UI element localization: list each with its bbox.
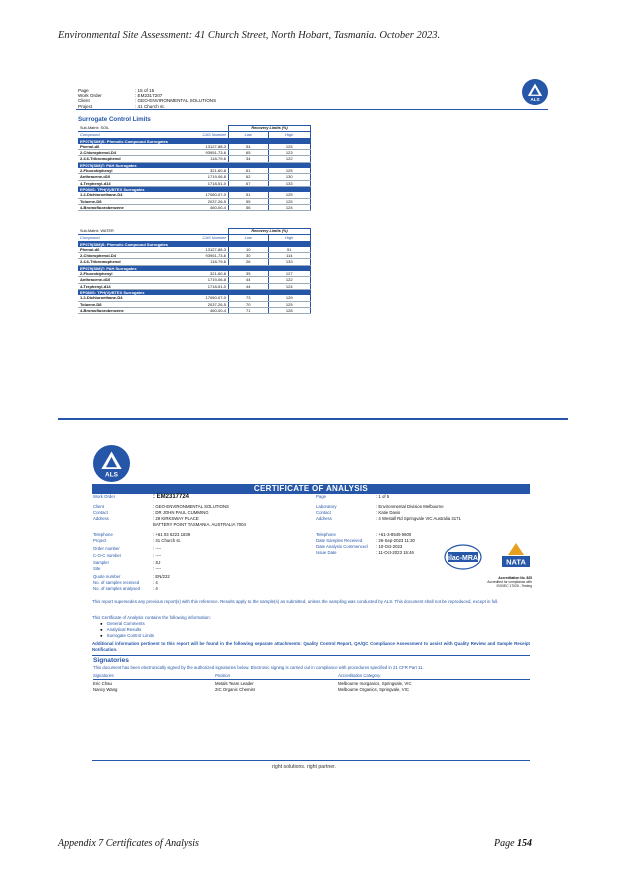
signatories-header: Signatories Position Accreditation Category	[93, 673, 530, 680]
info-row	[93, 510, 209, 516]
info-value: : ----	[153, 546, 162, 551]
high-cell: 124	[268, 204, 310, 210]
info-value: : 26-Sep-2023 11:30	[376, 538, 415, 543]
report1-meta	[78, 88, 216, 109]
low-cell: 54	[229, 144, 269, 150]
cas-cell: 13127-88-3	[173, 247, 229, 253]
info-value: : EM2317724	[153, 494, 190, 500]
low-cell: 67	[229, 180, 269, 186]
contents-intro: This Certificate of Analysis contains the following information:	[92, 615, 211, 620]
high-cell: 133	[268, 259, 310, 265]
info-value: : ----	[153, 566, 162, 571]
high-cell: 125	[268, 192, 310, 198]
submatrix-label: Sub-Matrix: WATER	[80, 228, 114, 233]
table-row	[78, 204, 311, 210]
info-label: Date Samples Received	[316, 538, 363, 543]
meta-value: : 15 of 15	[135, 88, 155, 93]
bullet-icon: ●	[100, 626, 103, 632]
high-cell: 127	[268, 271, 310, 277]
contents-list	[100, 621, 300, 638]
svg-text:ALS: ALS	[105, 471, 118, 479]
high-cell: 128	[268, 307, 310, 313]
tagline: right solutions. right partner.	[272, 764, 337, 770]
info-label: Address	[93, 516, 109, 521]
accreditation-line: ISO/IEC 17025 - Testing	[496, 584, 532, 589]
info-label: Telephone	[93, 532, 113, 537]
info-value: : 29 KIRKSWAY PLACE	[153, 516, 199, 521]
info-row	[316, 516, 461, 522]
submatrix-label: Sub-Matrix: SOIL	[80, 125, 110, 130]
cas-cell: 460-00-4	[173, 204, 229, 210]
info-label: Order number	[93, 546, 120, 551]
low-cell: 44	[229, 277, 269, 283]
high-cell: 51	[268, 247, 310, 253]
info-label: Laboratory	[316, 504, 337, 509]
high-cell: 125	[268, 168, 310, 174]
col-compound: Compound	[78, 132, 173, 138]
low-cell: 51	[229, 192, 269, 198]
high-cell: 124	[268, 283, 310, 289]
group-name: EP080S: TPH(V)/BTEX Surrogates	[78, 289, 311, 295]
compound-cell: 1.2-Dichloroethane-D4	[78, 192, 173, 198]
compound-cell: 2-Chlorophenol-D4	[78, 150, 173, 156]
low-cell: 62	[229, 174, 269, 180]
high-cell: 123	[268, 150, 310, 156]
disclaimer-text: This report supersedes any previous report(s) with this reference. Results apply to the sample(s) as submitted, unless the sampling was conducted by ALS. This document shall not be reproduced, except in full.	[92, 599, 499, 604]
low-cell: 44	[229, 283, 269, 289]
col-high: High	[268, 235, 310, 241]
bullet-item	[100, 633, 300, 639]
compound-cell: 2.4.6-Tribromophenol	[78, 156, 173, 162]
compound-cell: Anthracene-d10	[78, 174, 173, 180]
info-row	[93, 532, 190, 538]
col-high: High	[268, 132, 310, 138]
group-name: EP080S: TPH(V)/BTEX Surrogates	[78, 186, 311, 192]
als-logo	[522, 79, 548, 105]
water-table	[78, 228, 311, 314]
info-row	[316, 550, 414, 556]
info-label: Contact	[316, 510, 331, 515]
page-header: Environmental Site Assessment: 41 Church Street, North Hobart, Tasmania. October 2023.	[58, 30, 441, 41]
coa-lab-info	[316, 494, 530, 564]
recovery-header: Recovery Limits (%)	[229, 229, 311, 235]
bullet-label: General Comments	[106, 621, 145, 626]
low-cell: 65	[229, 150, 269, 156]
attachments-text: Additional information pertinent to this report will be found in the following separate attachments: Quality Control Report, QA/QC Compliance Assessment to assist with Quality Review and Sample Receipt Notification.	[92, 641, 530, 652]
sig-rule	[92, 655, 530, 656]
info-row	[93, 560, 160, 566]
bullet-label: Analytical Results	[106, 626, 142, 632]
col-compound: Compound	[78, 235, 173, 241]
info-row	[93, 566, 161, 572]
low-cell: 10	[229, 247, 269, 253]
meta-label: Project	[78, 103, 93, 109]
low-cell: 55	[229, 198, 269, 204]
info-label: Telephone	[316, 532, 336, 537]
high-cell: 129	[268, 295, 310, 301]
info-value: : 1 of 5	[376, 494, 390, 499]
info-value: BATTERY POINT TASMANIA, AUSTRALIA 7004	[153, 522, 246, 527]
info-row	[93, 580, 158, 586]
info-row	[93, 546, 161, 552]
nata-logo	[500, 541, 532, 569]
cas-cell: 1718-51-0	[173, 180, 229, 186]
low-cell: 71	[229, 307, 269, 313]
compound-cell: Phenol-d6	[78, 247, 173, 253]
meta-label: Client	[78, 98, 90, 104]
cas-cell: 93951-73-6	[173, 150, 229, 156]
low-cell: 70	[229, 301, 269, 307]
accreditation-line: Accreditation No. 825	[498, 576, 532, 580]
info-value: : ----	[153, 553, 162, 558]
bullet-label: Surrogate Control Limits	[106, 632, 154, 638]
info-value: : DR JOHN PAUL CUMMING	[153, 510, 209, 515]
col-cas: CAS Number	[173, 132, 229, 138]
footer-left: Appendix 7 Certificates of Analysis	[58, 838, 199, 849]
info-label: Work Order	[93, 494, 116, 499]
footer-page: Page 154	[494, 838, 533, 849]
high-cell: 125	[268, 301, 310, 307]
info-label: Project	[93, 538, 107, 543]
info-label: No. of samples analysed	[93, 586, 141, 591]
compound-cell: 2-Fluorobiphenyl	[78, 168, 173, 174]
low-cell: 26	[229, 259, 269, 265]
info-value: : 10-Oct-2023	[376, 544, 403, 549]
cas-cell: 17060-07-0	[173, 295, 229, 301]
info-value: : 4 Westall Rd Springvale VIC Australia 3171	[376, 516, 461, 521]
cas-cell: 118-79-6	[173, 259, 229, 265]
compound-cell: 4-Bromofluorobenzene	[78, 307, 173, 313]
info-row	[93, 504, 229, 510]
svg-text:ALS: ALS	[530, 97, 540, 103]
surrogate-title: Surrogate Control Limits	[78, 116, 151, 123]
svg-text:NATA: NATA	[506, 557, 526, 567]
info-row	[93, 553, 161, 559]
compound-cell: 2-Chlorophenol-D4	[78, 253, 173, 259]
accreditation-text	[468, 576, 532, 589]
info-row	[316, 494, 389, 500]
cas-cell: 1719-06-8	[173, 277, 229, 283]
recovery-header: Recovery Limits (%)	[229, 126, 311, 132]
meta-value: : 41 Church st.	[135, 103, 165, 109]
compound-cell: 4-Terphenyl-d14	[78, 283, 173, 289]
info-row	[316, 544, 402, 550]
low-cell: 30	[229, 253, 269, 259]
info-label: No. of samples received	[93, 580, 140, 585]
low-cell: 56	[229, 204, 269, 210]
info-label: Address	[316, 516, 332, 521]
info-row	[93, 494, 189, 501]
info-value: : EN/222	[153, 574, 170, 579]
bullet-icon: ●	[100, 621, 103, 626]
signatories-title: Signatories	[93, 657, 129, 664]
coa-bottom-rule	[92, 760, 530, 761]
info-label: Contact	[93, 510, 108, 515]
coa-client-info	[93, 494, 293, 599]
report1-rule	[76, 109, 548, 110]
high-cell: 122	[268, 156, 310, 162]
low-cell: 35	[229, 271, 269, 277]
group-name: EP075(SIM)S: Phenolic Compound Surrogates	[78, 241, 311, 247]
low-cell: 73	[229, 295, 269, 301]
compound-cell: Toluene-D8	[78, 301, 173, 307]
info-value: : Environmental Division Melbourne	[376, 504, 444, 509]
info-value: : 41 Church st.	[153, 538, 181, 543]
signatories-desc: This document has been electronically signed by the authorized signatories below. Electronic signing is carried out in compliance with procedures specified in 21 CFR Part 11.	[93, 665, 424, 670]
compound-cell: 2.4.6-Tribromophenol	[78, 259, 173, 265]
info-label: Quote number	[93, 574, 121, 579]
info-row	[316, 504, 444, 510]
low-cell: 34	[229, 156, 269, 162]
info-row	[316, 532, 411, 538]
page-divider	[58, 418, 568, 420]
compound-cell: Anthracene-d10	[78, 277, 173, 283]
low-cell: 61	[229, 168, 269, 174]
high-cell: 125	[268, 198, 310, 204]
meta-value: : EM2317207	[135, 93, 163, 99]
cas-cell: 1719-06-8	[173, 174, 229, 180]
high-cell: 122	[268, 277, 310, 283]
info-label: Site	[93, 566, 101, 571]
meta-label: Work Order	[78, 93, 102, 99]
high-cell: 114	[268, 253, 310, 259]
cas-cell: 17060-07-0	[173, 192, 229, 198]
cas-cell: 321-60-8	[173, 168, 229, 174]
cas-cell: 2037-26-5	[173, 198, 229, 204]
cas-cell: 13127-88-3	[173, 144, 229, 150]
cas-cell: 460-00-4	[173, 307, 229, 313]
info-value: : Katie Davis	[376, 510, 401, 515]
info-row	[316, 510, 400, 516]
compound-cell: 4-Bromofluorobenzene	[78, 204, 173, 210]
meta-label: Page	[78, 88, 89, 93]
bullet-icon: ●	[100, 632, 103, 638]
group-name: EP075(SIM)T: PAH Surrogates	[78, 265, 311, 271]
soil-table	[78, 125, 311, 211]
info-label: Client	[93, 504, 104, 509]
compound-cell: Toluene-D8	[78, 198, 173, 204]
coa-title: CERTIFICATE OF ANALYSIS	[92, 484, 530, 494]
info-row	[93, 586, 158, 592]
info-label: Issue Date	[316, 550, 337, 555]
compound-cell: Phenol-d6	[78, 144, 173, 150]
info-row	[316, 538, 415, 544]
group-name: EP075(SIM)S: Phenolic Compound Surrogates	[78, 138, 311, 144]
high-cell: 125	[268, 144, 310, 150]
compound-cell: 2-Fluorobiphenyl	[78, 271, 173, 277]
info-value: : 11-Oct-2023 15:46	[376, 550, 414, 555]
info-value: : 4	[153, 586, 158, 591]
accreditation-line: Accredited for compliance with	[487, 580, 532, 585]
info-label: Date Analysis Commenced	[316, 544, 368, 549]
compound-cell: 4-Terphenyl-d14	[78, 180, 173, 186]
cas-cell: 93951-73-6	[173, 253, 229, 259]
info-value: : SJ	[153, 560, 161, 565]
info-row	[93, 574, 170, 580]
info-value: : +61 03 6223 1839	[153, 532, 191, 537]
info-row	[93, 522, 246, 528]
ilac-mra-logo	[443, 543, 483, 571]
info-label: C-O-C number	[93, 553, 122, 558]
high-cell: 133	[268, 180, 310, 186]
cas-cell: 2037-26-5	[173, 301, 229, 307]
cas-cell: 321-60-8	[173, 271, 229, 277]
info-label: Page	[316, 494, 327, 499]
compound-cell: 1.2-Dichloroethane-D4	[78, 295, 173, 301]
cas-cell: 1718-51-0	[173, 283, 229, 289]
info-label: Sampler	[93, 560, 110, 565]
meta-value: : GEO-ENVIRONMENTAL SOLUTIONS	[135, 98, 217, 104]
info-value: : GEO-ENVIRONMENTAL SOLUTIONS	[153, 504, 229, 509]
info-row	[93, 516, 199, 522]
col-low: Low	[229, 132, 269, 138]
info-row	[93, 538, 181, 544]
table-row	[78, 307, 311, 313]
col-cas: CAS Number	[173, 235, 229, 241]
info-value: : +61-3-8549 9600	[376, 532, 412, 537]
high-cell: 130	[268, 174, 310, 180]
col-low: Low	[229, 235, 269, 241]
group-name: EP075(SIM)T: PAH Surrogates	[78, 162, 311, 168]
info-value: : 4	[153, 580, 158, 585]
cas-cell: 118-79-6	[173, 156, 229, 162]
als-logo-large	[93, 445, 130, 482]
svg-text:ilac-MRA: ilac-MRA	[448, 555, 478, 562]
